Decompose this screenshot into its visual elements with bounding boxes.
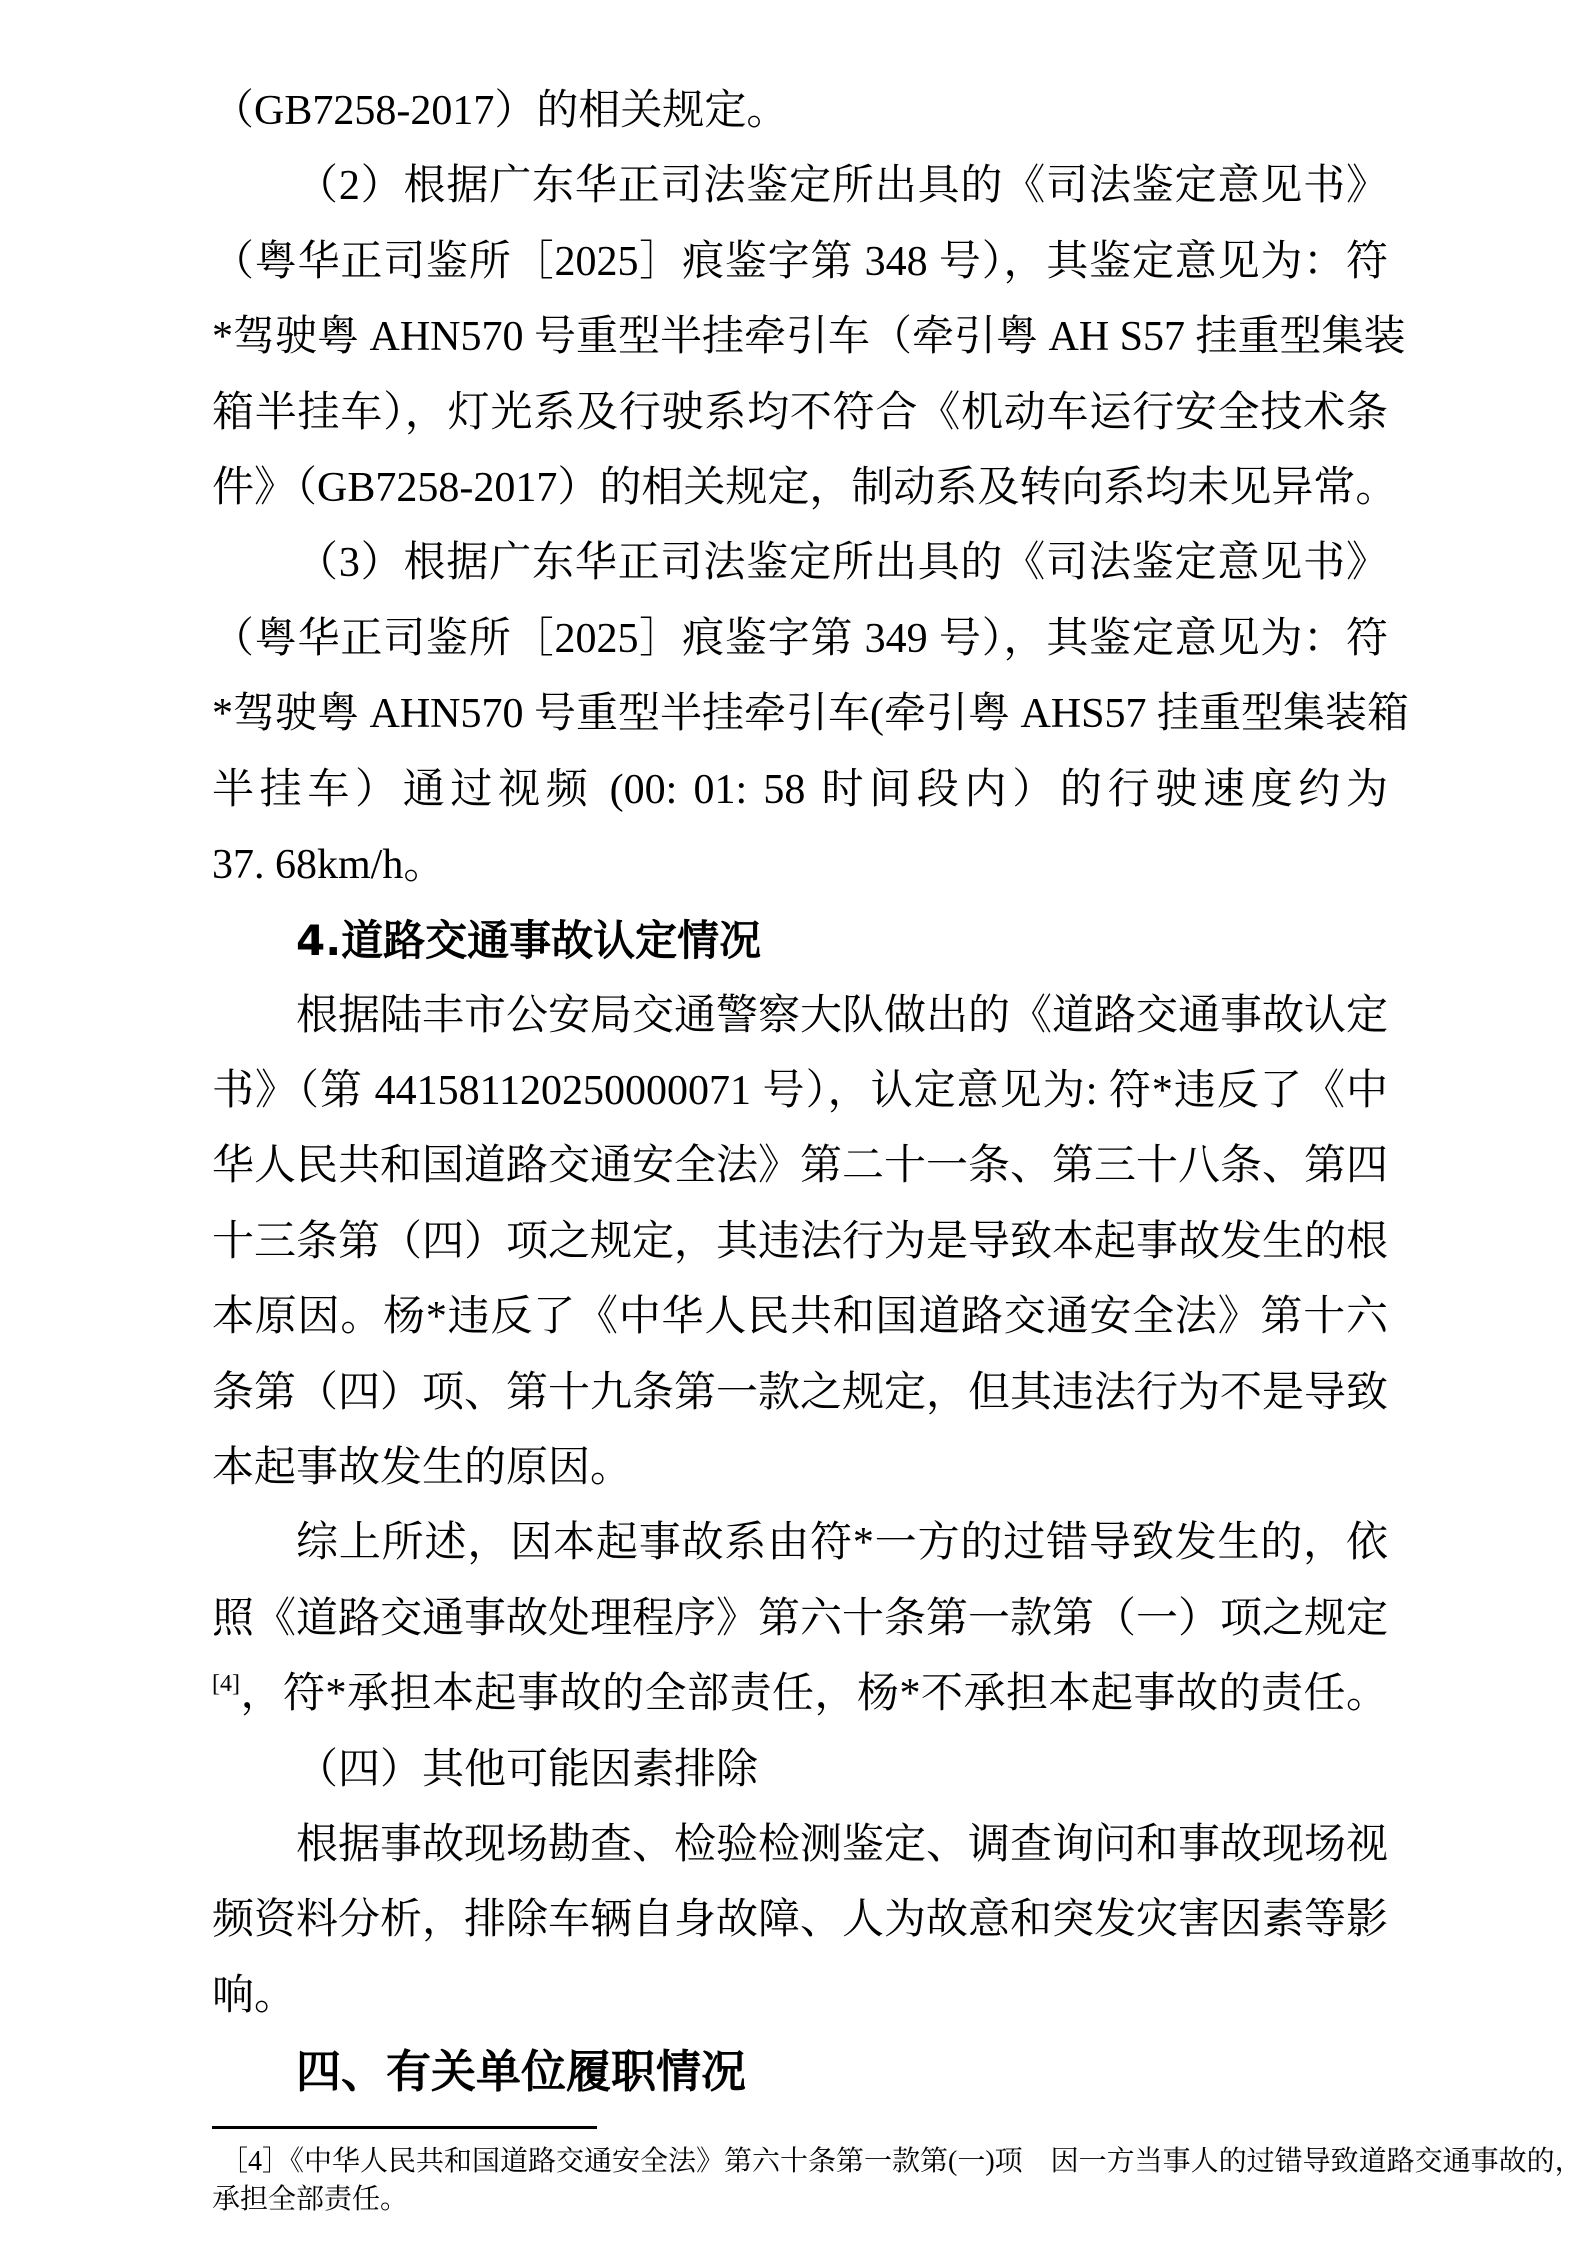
footnote-line: 承担全部责任。 — [212, 2183, 409, 2215]
footnote-ref-marker: [4] — [212, 1671, 240, 1698]
text-line — [212, 1205, 1388, 1280]
line-text: 件》（GB7258-2017）的相关规定，制动系及转向系均未见异常。 — [212, 464, 1398, 511]
document-body — [212, 74, 1410, 2110]
line-text: 4.道路交通事故认定情况 — [296, 916, 762, 966]
text-line — [212, 376, 1388, 451]
text-line — [212, 1959, 1388, 2034]
text-line — [212, 149, 1388, 224]
text-line — [212, 1129, 1388, 1204]
line-text: 根据事故现场勘查、检验检测鉴定、调查询问和事故现场视 — [296, 1821, 1389, 1868]
section-heading — [212, 903, 1388, 978]
text-line — [212, 1883, 1388, 1958]
line-text: （四）其他可能因素排除 — [296, 1746, 759, 1793]
text-line — [212, 1054, 1388, 1129]
text-line — [212, 74, 1388, 149]
text-line — [212, 1506, 1388, 1581]
line-text: *驾驶粤 AHN570 号重型半挂牵引车（牵引粤 AH S57 挂重型集装 — [212, 314, 1406, 361]
line-text: 四、有关单位履职情况 — [296, 2045, 747, 2099]
text-line — [212, 225, 1388, 300]
text-line — [212, 1431, 1388, 1506]
text-line — [212, 300, 1406, 375]
line-text: 华人民共和国道路交通安全法》第二十一条、第三十八条、第四 — [212, 1143, 1389, 1190]
footnote-section — [212, 2126, 1583, 2218]
line-text: 条第（四）项、第十九条第一款之规定，但其违法行为不是导致 — [212, 1369, 1389, 1416]
text-line — [212, 753, 1388, 828]
line-text: 半挂车）通过视频 (00: 01: 58 时间段内）的行驶速度约为 — [212, 766, 1388, 813]
text-line — [212, 451, 1398, 526]
line-text: 十三条第（四）项之规定，其违法行为是导致本起事故发生的根 — [212, 1218, 1389, 1265]
line-text: （粤华正司鉴所［2025］痕鉴字第 349 号），其鉴定意见为：符 — [212, 615, 1388, 662]
footnote-lines — [212, 2143, 1583, 2218]
text-line — [212, 828, 1388, 903]
footnote-line: ［4］《中华人民共和国道路交通安全法》第六十条第一款第(一)项 因一方当事人的过错导致道路交通事故的， — [220, 2146, 1583, 2177]
line-text: 本起事故发生的原因。 — [212, 1445, 633, 1492]
line-text: （粤华正司鉴所［2025］痕鉴字第 348 号），其鉴定意见为：符 — [212, 238, 1388, 285]
section-heading — [212, 2034, 1388, 2109]
text-line — [212, 526, 1388, 601]
line-text: 照《道路交通事故处理程序》第六十条第一款第（一）项之规定 — [212, 1595, 1389, 1642]
line-text: （GB7258-2017）的相关规定。 — [212, 88, 789, 134]
line-text: 本原因。杨*违反了《中华人民共和国道路交通安全法》第十六 — [212, 1294, 1388, 1341]
line-text: 响。 — [212, 1972, 297, 2019]
footnote-separator-rule — [212, 2126, 597, 2129]
text-line — [212, 1657, 1388, 1732]
text-line — [212, 1733, 1388, 1808]
text-line — [212, 677, 1410, 752]
text-line — [212, 1808, 1388, 1883]
line-text: 根据陆丰市公安局交通警察大队做出的《道路交通事故认定 — [296, 992, 1389, 1039]
line-text: 综上所述，因本起事故系由符*一方的过错导致发生的，依 — [296, 1520, 1388, 1567]
line-text: （3）根据广东华正司法鉴定所出具的《司法鉴定意见书》 — [296, 540, 1388, 587]
text-line — [212, 1280, 1388, 1355]
text-line — [212, 1582, 1388, 1657]
text-line — [212, 979, 1388, 1054]
text-line — [212, 602, 1388, 677]
line-text: 箱半挂车），灯光系及行驶系均不符合《机动车运行安全技术条 — [212, 389, 1388, 436]
line-text: （2）根据广东华正司法鉴定所出具的《司法鉴定意见书》 — [296, 163, 1388, 210]
line-text: 书》（第 441581120250000071 号），认定意见为: 符*违反了《中 — [212, 1068, 1388, 1115]
line-text: ，符*承担本起事故的全部责任，杨*不承担本起事故的责任。 — [239, 1671, 1388, 1718]
line-text: 频资料分析，排除车辆自身故障、人为故意和突发灾害因素等影 — [212, 1897, 1389, 1944]
line-text: *驾驶粤 AHN570 号重型半挂牵引车(牵引粤 AHS57 挂重型集装箱 — [212, 691, 1410, 738]
text-line — [212, 1356, 1388, 1431]
line-text: 37. 68km/h。 — [212, 841, 446, 888]
